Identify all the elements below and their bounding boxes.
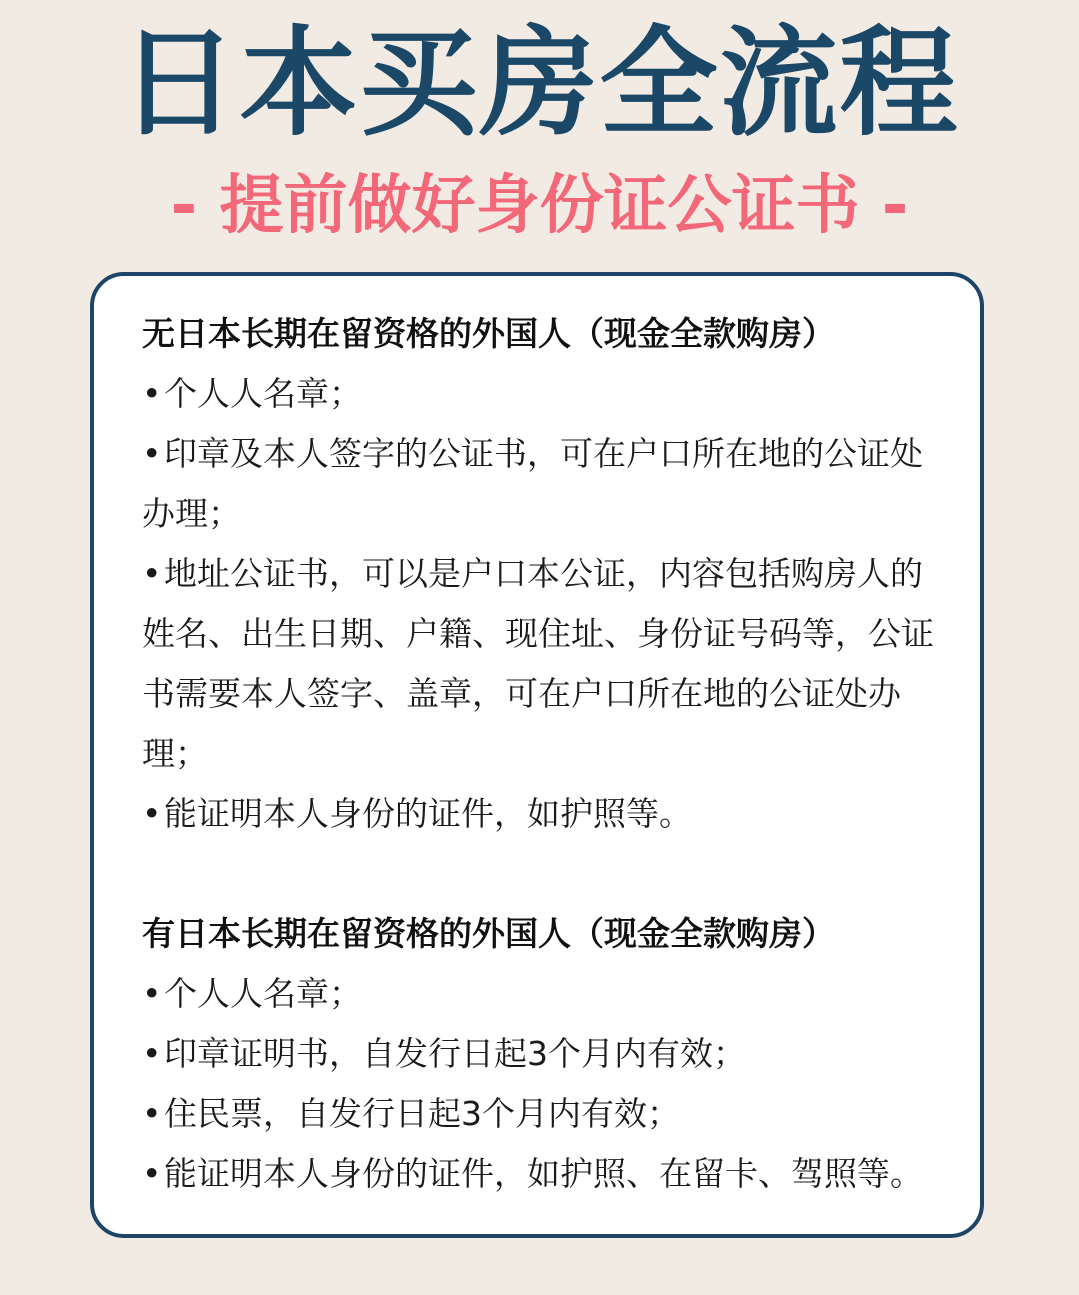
- section-heading-with-residency: 有日本长期在留资格的外国人（现金全款购房）: [142, 914, 835, 953]
- info-card: [90, 272, 984, 1238]
- list-item: •印章及本人签字的公证书，可在户口所在地的公证处办理；: [142, 424, 942, 544]
- list-item: •印章证明书，自发行日起3个月内有效；: [142, 1024, 942, 1084]
- page-title: 日本买房全流程: [119, 14, 960, 152]
- bullet-icon: •: [142, 1034, 162, 1073]
- list-item: •能证明本人身份的证件，如护照等。: [142, 784, 942, 844]
- list-item: •地址公证书，可以是户口本公证，内容包括购房人的姓名、出生日期、户籍、现住址、身份证号码等，公证书需要本人签字、盖章，可在户口所在地的公证处办理；: [142, 544, 942, 784]
- list-item: •个人人名章；: [142, 364, 942, 424]
- list-item: •个人人名章；: [142, 964, 942, 1024]
- section-heading-no-residency: 无日本长期在留资格的外国人（现金全款购房）: [142, 314, 835, 353]
- bullet-icon: •: [142, 374, 162, 413]
- section-spacer: [142, 844, 942, 904]
- bullet-icon: •: [142, 974, 162, 1013]
- bullet-icon: •: [142, 434, 162, 473]
- list-item: •能证明本人身份的证件，如护照、在留卡、驾照等。: [142, 1144, 942, 1204]
- bullet-icon: •: [142, 554, 162, 593]
- list-item: •住民票，自发行日起3个月内有效；: [142, 1084, 942, 1144]
- bullet-icon: •: [142, 1154, 162, 1193]
- bullet-icon: •: [142, 1094, 162, 1133]
- page-subtitle: - 提前做好身份证公证书 -: [170, 169, 909, 243]
- card-content: [142, 304, 942, 1204]
- bullet-icon: •: [142, 794, 162, 833]
